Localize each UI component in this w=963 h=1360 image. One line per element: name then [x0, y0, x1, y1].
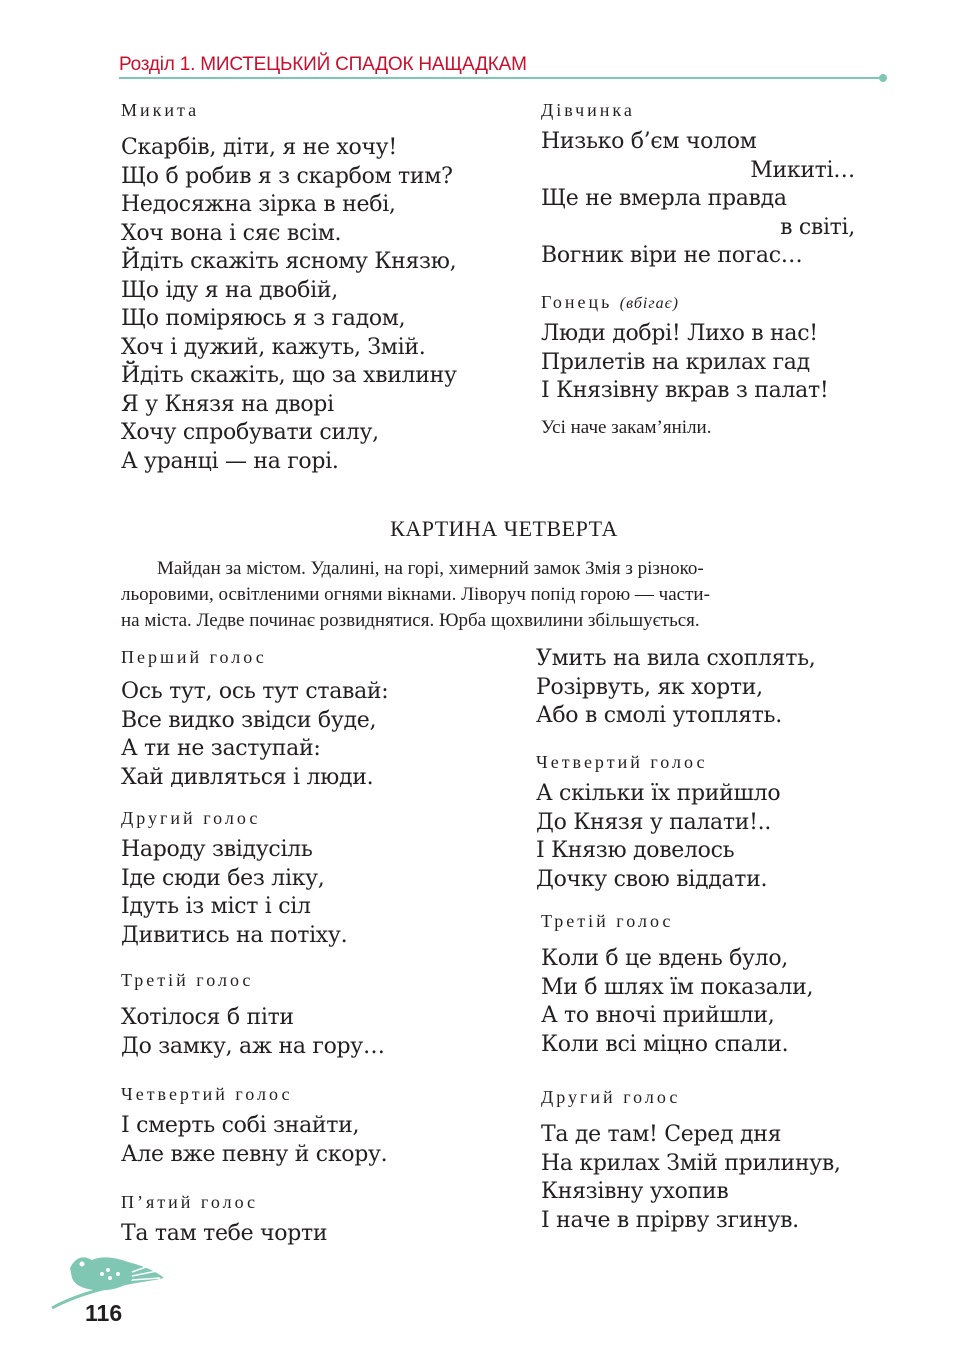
description-line: Майдан за містом. Удалині, на горі, химерний замок Змія з різноко- [157, 558, 704, 579]
verse-line: Іде сюди без ліку, [121, 865, 325, 891]
speaker-name: Четвертий голос [536, 752, 708, 772]
verse-line: Ми б шлях їм показали, [541, 974, 814, 1000]
voice-4 [121, 1082, 387, 1169]
stage-note: Усі наче закам’яніли. [541, 416, 712, 438]
verse-line: Йдіть скажіть ясному Князю, [121, 249, 457, 274]
verse-line: Що б робив я з скарбом тим? [121, 163, 453, 189]
speaker-name: Микита [121, 100, 200, 120]
verse-line: Люди добрі! Лихо в нас! [541, 321, 818, 346]
verse-line: Дивитись на потіху. [121, 922, 348, 948]
voice-3b [541, 909, 813, 1059]
verse-line: в світі, [780, 214, 855, 240]
voice-5 [121, 1190, 327, 1249]
verse-line: Йдіть скажіть, що за хвилину [121, 363, 457, 388]
verse-line: Скарбів, діти, я не хочу! [121, 135, 397, 160]
verse-line: Розірвуть, як хорти, [536, 674, 763, 700]
voice-3 [121, 968, 385, 1061]
scene-description [121, 556, 883, 634]
voice-1 [121, 645, 388, 792]
verse-line: Хоч і дужий, кажуть, Змій. [121, 334, 426, 360]
verse-line: Все видко звідси буде, [121, 707, 377, 733]
verse-line: Народу звідусіль [121, 837, 313, 862]
verse-line: Хай дивляться і люди. [121, 764, 374, 790]
verse-line: Низько б’єм чолом [541, 129, 757, 154]
description-line: льоровими, освітленими огнями вікнами. Ліворуч попід горою — части- [121, 584, 710, 605]
speaker-name: Третій голос [541, 911, 674, 931]
verse-line: Ось тут, ось тут ставай: [121, 679, 389, 704]
verse-line: Або в смолі утоплять. [536, 703, 782, 728]
verse-line: Вогник віри не погас… [541, 243, 803, 268]
voice-5-continuation [536, 645, 815, 731]
verse-line: Хотілося б піти [121, 1005, 294, 1030]
speaker-name: Четвертий голос [121, 1084, 293, 1104]
verse-line: На крилах Змій прилинув, [541, 1150, 841, 1176]
verse-line: Прилетів на крилах гад [541, 349, 810, 375]
speaker-name: Другий голос [541, 1087, 681, 1107]
verse-line: До Князя у палати!.. [536, 809, 772, 835]
verse-line: Хоч вона і сяє всім. [121, 220, 342, 246]
verse-line: Що поміряюсь я з гадом, [121, 306, 406, 331]
verse-line: Але вже певну й скору. [121, 1141, 388, 1167]
speaker-name: Третій голос [121, 970, 254, 990]
verse-line: Ще не вмерла правда [541, 186, 787, 211]
verse-line: Ідуть із міст і сіл [121, 894, 311, 919]
speaker-name: Дівчинка [541, 100, 635, 120]
voice-2b [541, 1085, 841, 1235]
verse-line: А то вночі прийшли, [541, 1003, 775, 1028]
verse-line: Дочку свою віддати. [536, 866, 768, 892]
verse-line: А ти не заступай: [121, 736, 321, 761]
speech-divchynka [541, 98, 855, 271]
verse-line: До замку, аж на гору… [121, 1033, 385, 1059]
verse-line: Коли всі міцно спали. [541, 1031, 789, 1057]
voice-4b [536, 750, 780, 894]
verse-line: Що іду я на двобій, [121, 277, 338, 303]
verse-line: Князівну ухопив [541, 1179, 729, 1204]
voice-2 [121, 806, 347, 950]
verse-line: Я у Князя на дворі [121, 391, 334, 417]
header-rule-dot [879, 74, 887, 82]
verse-line: Коли б це вдень було, [541, 946, 788, 971]
section-header: Розділ 1. МИСТЕЦЬКИЙ СПАДОК НАЩАДКАМ [119, 54, 527, 75]
header-rule [119, 77, 883, 79]
verse-line: І Князю довелось [536, 838, 735, 863]
verse-line: Микиті… [750, 157, 855, 183]
speaker-name [541, 290, 828, 314]
speech-honets [541, 290, 828, 440]
speaker-name: Другий голос [121, 808, 261, 828]
verse-line: І наче в прірву згинув. [541, 1207, 799, 1233]
verse-line: І смерть собі знайти, [121, 1113, 360, 1138]
verse-line: Недосяжна зірка в небі, [121, 192, 396, 217]
verse-line: Та там тебе чорти [121, 1221, 328, 1246]
verse-line: І Князівну вкрав з палат! [541, 378, 829, 403]
scene-title: КАРТИНА ЧЕТВЕРТА [390, 516, 618, 541]
verse-line: А уранці — на горі. [121, 448, 339, 474]
speech-mykyta [121, 98, 457, 476]
stage-direction: (вбігає) [619, 295, 679, 312]
speaker-name: П’ятий голос [121, 1192, 259, 1212]
verse-line: Хочу спробувати силу, [121, 420, 379, 445]
description-line: на міста. Ледве починає розвиднятися. Юрба щохвилини збільшується. [121, 610, 700, 631]
speaker-name-text: Гонець [541, 292, 613, 312]
speaker-name: Перший голос [121, 647, 267, 667]
verse-line: А скільки їх прийшло [536, 781, 781, 806]
verse-line: Та де там! Серед дня [541, 1122, 782, 1147]
page-number: 116 [85, 1300, 123, 1326]
verse-line: Умить на вила схоплять, [536, 646, 816, 671]
